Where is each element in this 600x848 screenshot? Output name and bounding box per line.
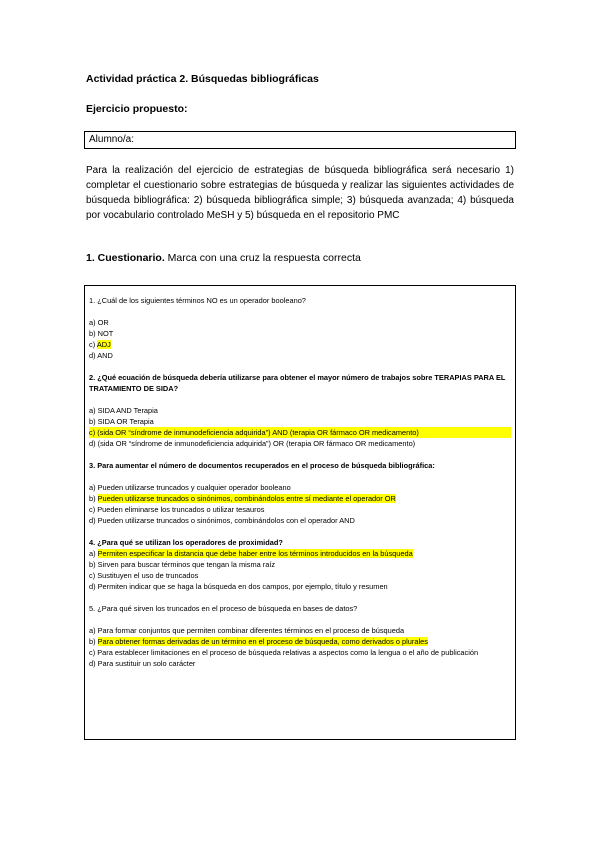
section-heading (86, 252, 361, 264)
highlighted-answer: (sida OR “síndrome de inmunodeficiencia adquirida”) AND (terapia OR fármaco OR medicamento) (97, 428, 419, 437)
option-4c[interactable]: c) Sustituyen el uso de truncados (89, 571, 199, 580)
option-5a[interactable]: a) Para formar conjuntos que permiten combinar diferentes términos en el proceso de búsqueda (89, 626, 405, 635)
highlighted-answer: Pueden utilizarse truncados o sinónimos, combinándolos entre sí mediante el operador OR (97, 494, 396, 503)
option-1b[interactable]: b) NOT (89, 329, 114, 338)
option-1a[interactable]: a) OR (89, 318, 109, 327)
exercise-subtitle: Ejercicio propuesto: (86, 103, 188, 115)
section-number-title: 1. Cuestionario. (86, 252, 165, 264)
intro-paragraph: Para la realización del ejercicio de estrategias de búsqueda bibliográfica será necesario 1) completar el cuestionario sobre estrategias de búsqueda y realizar las siguientes actividades de búsqueda bibliográfica: 2) búsqueda bibliográfica simple; 3) búsqueda avanzada; 4) búsqueda por vocabulario controlado MeSH y 5) búsqueda en el repositorio PMC (86, 165, 514, 221)
option-4a[interactable]: a) Permiten especificar la distancia que debe haber entre los términos introducidos en la búsqueda (89, 549, 413, 558)
highlighted-answer: Para obtener formas derivadas de un término en el proceso de búsqueda, como derivados o plurales (97, 637, 428, 646)
option-3d[interactable]: d) Pueden utilizarse truncados o sinónimos, combinándolos con el operador AND (89, 516, 355, 525)
question-4: 4. ¿Para qué se utilizan los operadores de proximidad? (89, 538, 283, 547)
highlighted-answer: Permiten especificar la distancia que debe haber entre los términos introducidos en la búsqueda (97, 549, 413, 558)
option-2d[interactable]: d) (sida OR “síndrome de inmunodeficiencia adquirida”) OR (terapia OR fármaco OR medicamento) (89, 439, 416, 448)
option-4b[interactable]: b) Sirven para buscar términos que tengan la misma raíz (89, 560, 276, 569)
option-5c[interactable]: c) Para establecer limitaciones en el proceso de búsqueda relativas a aspectos como la lengua o el año de publicación (89, 648, 479, 657)
option-4d[interactable]: d) Permiten indicar que se haga la búsqueda en dos campos, por ejemplo, título y resumen (89, 582, 388, 591)
option-3b[interactable]: b) Pueden utilizarse truncados o sinónimos, combinándolos entre sí mediante el operador OR (89, 494, 396, 503)
option-5d[interactable]: d) Para sustituir un solo carácter (89, 659, 196, 668)
page-title: Actividad práctica 2. Búsquedas bibliográficas (86, 73, 319, 85)
option-2b[interactable]: b) SIDA OR Terapia (89, 417, 154, 426)
questionnaire-box (84, 285, 516, 740)
student-label: Alumno/a: (89, 134, 135, 145)
question-2: 2. ¿Qué ecuación de búsqueda debería utilizarse para obtener el mayor número de trabajos sobre TERAPIAS PARA EL TRATAMIENTO DE SIDA? (89, 373, 506, 393)
option-1c[interactable]: c) ADJ (89, 340, 111, 349)
option-3c[interactable]: c) Pueden eliminarse los truncados o utilizar tesauros (89, 505, 265, 514)
student-name-field[interactable] (84, 131, 516, 149)
option-2c[interactable]: c) (sida OR “síndrome de inmunodeficiencia adquirida”) AND (terapia OR fármaco OR medicamento) (89, 427, 511, 438)
section-instruction: Marca con una cruz la respuesta correcta (164, 252, 361, 264)
question-3: 3. Para aumentar el número de documentos recuperados en el proceso de búsqueda bibliográfica: (89, 461, 435, 470)
option-1d[interactable]: d) AND (89, 351, 113, 360)
highlighted-answer: ADJ (96, 340, 111, 349)
question-1: 1. ¿Cuál de los siguientes términos NO es un operador booleano? (89, 296, 306, 305)
option-3a[interactable]: a) Pueden utilizarse truncados y cualquier operador booleano (89, 483, 291, 492)
question-5: 5. ¿Para qué sirven los truncados en el proceso de búsqueda en bases de datos? (89, 604, 358, 613)
option-5b[interactable]: b) Para obtener formas derivadas de un término en el proceso de búsqueda, como derivados o plurales (89, 637, 428, 646)
option-2a[interactable]: a) SIDA AND Terapia (89, 406, 158, 415)
